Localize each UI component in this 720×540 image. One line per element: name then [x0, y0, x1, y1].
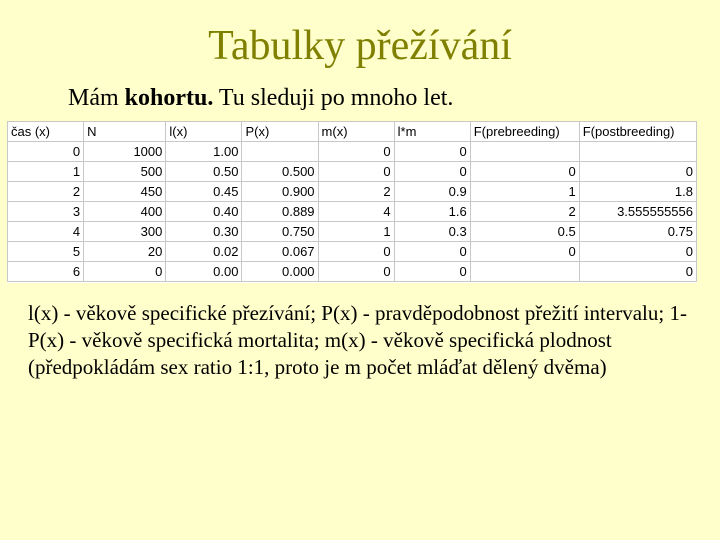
table-cell: 0.889: [242, 202, 318, 222]
table-cell: 6: [8, 262, 84, 282]
table-header-cell: l*m: [394, 122, 470, 142]
table-cell: 2: [318, 182, 394, 202]
table-header-row: [8, 122, 697, 142]
table-cell: 0.900: [242, 182, 318, 202]
table-cell: 500: [84, 162, 166, 182]
table-row: [8, 262, 697, 282]
table-header-cell: l(x): [166, 122, 242, 142]
table-cell: 1: [8, 162, 84, 182]
table-cell: 0.00: [166, 262, 242, 282]
table-cell: 4: [318, 202, 394, 222]
table-cell: 0.75: [579, 222, 696, 242]
table-cell: 0.750: [242, 222, 318, 242]
table-cell: 0.9: [394, 182, 470, 202]
table-cell: 0: [470, 242, 579, 262]
table-cell: 450: [84, 182, 166, 202]
table-cell: 0: [394, 262, 470, 282]
subtitle: [68, 84, 453, 112]
table-row: [8, 242, 697, 262]
table-cell: 0.500: [242, 162, 318, 182]
table-cell: 3: [8, 202, 84, 222]
table-cell: 0.3: [394, 222, 470, 242]
table-cell: 0.30: [166, 222, 242, 242]
table-cell: 0: [579, 162, 696, 182]
table-row: [8, 182, 697, 202]
table-cell: 1: [470, 182, 579, 202]
table-row: [8, 162, 697, 182]
table-cell: 0: [394, 242, 470, 262]
table-cell: 0.40: [166, 202, 242, 222]
table-cell: 0.02: [166, 242, 242, 262]
survival-table: [7, 121, 697, 282]
table-cell: 20: [84, 242, 166, 262]
table-cell: 400: [84, 202, 166, 222]
table-cell: 0: [318, 262, 394, 282]
table-header-cell: čas (x): [8, 122, 84, 142]
slide-title: Tabulky přežívání: [208, 23, 512, 69]
table-header-cell: F(prebreeding): [470, 122, 579, 142]
table-cell: 0: [394, 142, 470, 162]
table-cell: 0.5: [470, 222, 579, 242]
table-cell: 1.00: [166, 142, 242, 162]
table-cell: 1.6: [394, 202, 470, 222]
table-header-cell: P(x): [242, 122, 318, 142]
subtitle-bold: kohortu.: [124, 85, 214, 111]
table-cell: 0.000: [242, 262, 318, 282]
survival-table-wrap: [7, 121, 697, 283]
table-cell: 0.45: [166, 182, 242, 202]
table-cell: 3.555555556: [579, 202, 696, 222]
table-cell: 1: [318, 222, 394, 242]
table-cell: 0: [318, 242, 394, 262]
table-cell: [242, 142, 318, 162]
table-row: [8, 222, 697, 242]
table-cell: 0.50: [166, 162, 242, 182]
table-cell: 4: [8, 222, 84, 242]
table-cell: 2: [470, 202, 579, 222]
table-header-cell: N: [84, 122, 166, 142]
table-row: [8, 142, 697, 162]
table-cell: 0: [394, 162, 470, 182]
table-cell: 0: [470, 162, 579, 182]
table-cell: 0: [579, 262, 696, 282]
table-cell: 5: [8, 242, 84, 262]
table-cell: 2: [8, 182, 84, 202]
table-cell: 0: [8, 142, 84, 162]
table-cell: 0.067: [242, 242, 318, 262]
table-cell: 0: [318, 162, 394, 182]
table-cell: 1.8: [579, 182, 696, 202]
table-cell: 0: [318, 142, 394, 162]
table-row: [8, 202, 697, 222]
table-cell: 0: [84, 262, 166, 282]
note-text: l(x) - věkově specifické přezívání; P(x) - pravděpodobnost přežití intervalu; 1-P(x) - věkově specifická mortalita; m(x) - věkově specifická plodnost (předpokládám sex ratio 1:1, proto je m počet mláďat dělený dvěma): [28, 301, 687, 379]
table-header-cell: m(x): [318, 122, 394, 142]
table-cell: 0: [579, 242, 696, 262]
table-cell: 300: [84, 222, 166, 242]
table-header-cell: F(postbreeding): [579, 122, 696, 142]
table-cell: [579, 142, 696, 162]
subtitle-suffix: Tu sleduji po mnoho let.: [213, 85, 454, 111]
table-cell: 1000: [84, 142, 166, 162]
table-cell: [470, 142, 579, 162]
table-cell: [470, 262, 579, 282]
subtitle-prefix: Mám: [68, 85, 125, 111]
